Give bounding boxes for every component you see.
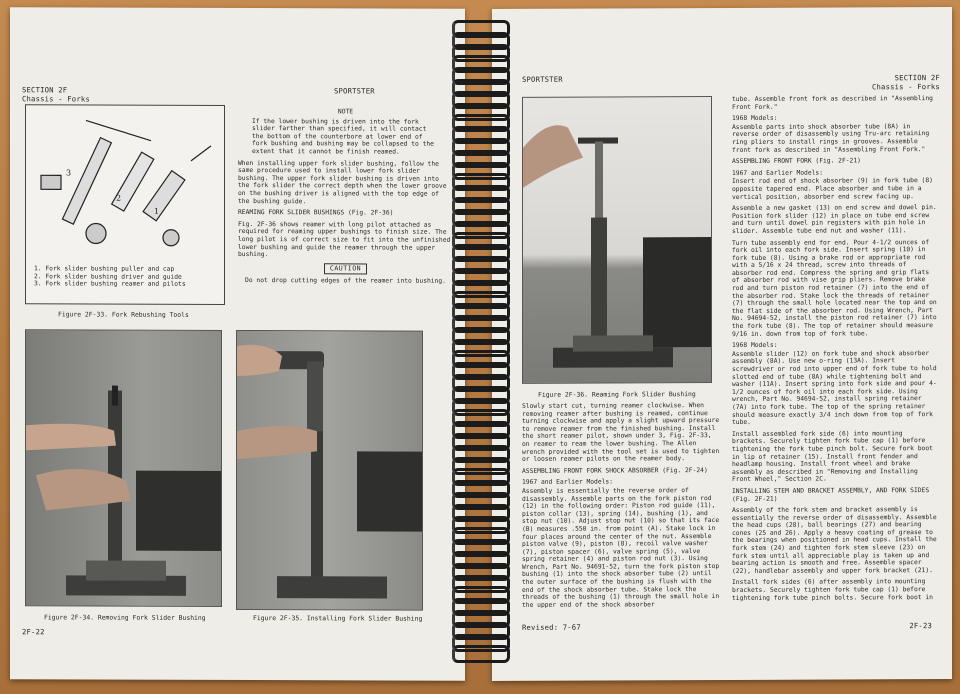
figure-33-tools-drawing bbox=[25, 104, 225, 305]
fork-text-5: Install assembled fork side (6) into mounting brackets. Securely tighten fork tube cap (1) before tightening the fork tube pinch bolt. Secure fork boot in lip of retainer (15). Install front fender and headlamp housing. Install front wheel and brake assembly as described in "Removing and Installing Front Wheel," Section 2C. bbox=[732, 429, 933, 484]
install-upper-bushing-text: When installing upper fork slider bushing, follow the same procedure used to install lower fork slider bushing. The upper fork slider bushing is driven into the fork slider the correct depth when the lower groove on the bushing driver is aligned with the top edge of the bushing guide. bbox=[238, 159, 447, 205]
right-section: SECTION 2F bbox=[894, 73, 940, 83]
col2-top-text: tube. Assemble front fork as described in "Assembling Front Fork." bbox=[732, 95, 933, 111]
fork-1968-label: 1968 Models: bbox=[732, 341, 778, 350]
stem-text-2: Install fork sides (6) after assembly into mounting brackets. Securely tighten fork tube cap (1) before tightening fork tube pinch bolts. Secure fork boot in bbox=[732, 578, 933, 602]
installing-bushing-scene bbox=[237, 331, 422, 610]
note-title: NOTE bbox=[337, 108, 354, 116]
right-section-header bbox=[872, 73, 940, 91]
fork-text-4: Assemble slider (12) on fork tube and shock absorber assembly (8A). Use new o-ring (13A). Insert screwdriver or rod into upper end of fork tube to hold slotted end of tube (8A) while tightening bolt and washer (11A). Insert spring into fork side and pour 4-1/2 ounces of fork oil into each fork side. Using wrench, Part No. 94694-52, install spring retainer (7A) into fork tube. The top of the spring retainer should measure exactly 3/4 inch down from top of fork tube. bbox=[732, 349, 937, 427]
spiral-coil bbox=[452, 645, 510, 663]
figure-36-photo bbox=[522, 96, 712, 384]
legend-item: 1. Fork slider bushing puller and cap bbox=[34, 265, 175, 273]
reaming-heading: REAMING FORK SLIDER BUSHINGS (Fig. 2F-36) bbox=[238, 209, 394, 217]
figure-35-photo bbox=[236, 330, 423, 611]
right-subsection: Chassis - Forks bbox=[872, 82, 940, 92]
figure-35-caption: Figure 2F-35. Installing Fork Slider Bushing bbox=[253, 614, 423, 623]
right-page-number: 2F-23 bbox=[909, 621, 932, 631]
fork-text-2: Assemble a new gasket (13) on end screw and dowel pin. Position fork slider (12) in place on tube end screw and turn until dowel pin registers with pin hole in slider. Assemble tube end nut and washer (11). bbox=[732, 204, 937, 235]
figure-34-caption: Figure 2F-34. Removing Fork Slider Bushing bbox=[44, 613, 206, 622]
fork-models-label: 1967 and Earlier Models: bbox=[732, 169, 823, 177]
legend-item: 2. Fork slider bushing driver and guide bbox=[34, 272, 182, 281]
figure-34-photo bbox=[25, 329, 222, 607]
stem-heading: INSTALLING STEM AND BRACKET ASSEMBLY, AND FORK SIDES (Fig. 2F-21) bbox=[732, 487, 930, 503]
right-header-title: SPORTSTER bbox=[522, 74, 563, 84]
caution-text: Do not drop cutting edges of the reamer into bushing. bbox=[245, 277, 446, 286]
tools-illustration bbox=[26, 105, 224, 254]
models-1968-text: Assemble parts into shock absorber tube (8A) in reverse order of disassembly using Tru-arc retaining ring pliers to install rings in grooves. Assemble front fork as described in "Assembling Front Fork." bbox=[732, 122, 930, 154]
left-header-title: SPORTSTER bbox=[334, 86, 375, 96]
removing-bushing-scene bbox=[26, 330, 221, 606]
left-section: SECTION 2F bbox=[22, 85, 68, 95]
spiral-manual bbox=[10, 8, 955, 680]
shock-absorber-text: Assembly is essentially the reverse order of disassembly. Assemble parts on the fork piston rod (12) in the following order: Piston rod guide (11), piston collar (13), spring (14), bushing (1), and stop nut (10). Adjust stop nut (10) so that its face (B) measures .550 in. from point (A). Stake lock in four places around the center of the nut. Assemble piston valve (9), piston (8), recoil valve washer (7), piston spacer (6), valve spring (5), valve spring retainer (4) and piston rod nut (3). Using Wrench, Part No. 94691-52, turn the fork piston stop bushing (1) into the shock absorber tube (2) until the outer surface of the bushing is flush with the end of the shock absorber tube. Stake lock the threads of the bushing (1) through the small hole in the upper end of the shock absorber bbox=[522, 487, 720, 609]
right-text-column-2 bbox=[732, 95, 937, 606]
left-page-number: 2F-22 bbox=[22, 627, 45, 637]
svg-text:2: 2 bbox=[116, 193, 122, 203]
right-text-column-1 bbox=[522, 402, 720, 613]
revised-date: Revised: 7-67 bbox=[522, 622, 581, 632]
reaming-scene bbox=[523, 97, 711, 383]
right-page bbox=[492, 7, 952, 681]
fork-text-3: Turn tube assembly end for end. Pour 4-1/2 ounces of fork oil into each fork side. Insert spring (10) in fork tube (8). Using a brake rod or appropriate rod with a 5/16 x 24 thread, screw into threads of absorber rod end. Compress the spring and grip flats of absorber rod with vise grip pliers. Remove brake rod and turn piston rod retainer (7) into the end of the absorber rod. Stake lock the threads of retainer (7) through the small hole located near the top and on the flat side of the absorber rod. Using Wrench, Part No. 94694-52, install the piston rod retainer (7) into the fork tube (8). The top of retainer should measure 9/16 in. down from top of fork tube. bbox=[732, 238, 937, 338]
svg-text:1: 1 bbox=[154, 206, 160, 216]
left-text-column bbox=[238, 108, 453, 290]
models-1968-label: 1968 Models: bbox=[732, 114, 778, 123]
left-page bbox=[10, 7, 465, 681]
shock-absorber-heading: ASSEMBLING FRONT FORK SHOCK ABSORBER (Fig. 2F-24) bbox=[522, 466, 708, 475]
figure-33-caption: Figure 2F-33. Fork Rebushing Tools bbox=[58, 310, 189, 319]
figure-36-caption: Figure 2F-36. Reaming Fork Slider Bushing bbox=[538, 390, 696, 399]
svg-text:3: 3 bbox=[66, 168, 72, 178]
stem-text: Assembly of the fork stem and bracket assembly is essentially the reverse order of disassembly. Assemble the head cups (28), ball bearings (27) and bearing cones (25 and 26). Apply a heavy coating of grease to the bearings when positioned in head cups. Install the fork stem (24) and tighten fork stem sleeve (23) on fork stem until all appreciable play is taken up and bearing action is smooth and free. Assemble spacer (22), handlebar assembly and upper fork bracket (21). bbox=[732, 506, 937, 575]
right-footer bbox=[522, 621, 942, 632]
spiral-binding bbox=[452, 20, 512, 670]
tools-legend bbox=[34, 265, 219, 288]
legend-item: 3. Fork slider bushing reamer and pilots bbox=[34, 280, 186, 289]
reaming-text: Fig. 2F-36 shows reamer with long pilot attached as required for reaming upper bushings to finish size. The long pilot is of correct size to fit into the unfinished lower bushing and guide the reamer through the upper bushing. bbox=[238, 220, 451, 259]
left-section-header bbox=[22, 85, 90, 103]
assembling-fork-heading: ASSEMBLING FRONT FORK (Fig. 2F-21) bbox=[732, 157, 861, 166]
note-text: If the lower bushing is driven into the fork slider farther than specified, it will contact the bottom of the counterbore at lower end of fork bushing and bushing may be collapsed to the extent that it cannot be finish reamed. bbox=[252, 117, 434, 156]
caution-badge: CAUTION bbox=[324, 263, 367, 275]
fork-text-1: Insert rod end of shock absorber (9) in fork tube (8) opposite tapered end. Place absorber and tube in a vertical position, absorber end screw facing up. bbox=[732, 177, 933, 201]
reaming-continued-text: Slowly start cut, turning reamer clockwise. When removing reamer after bushing is reamed, continue turning clockwise and apply a slight upward pressure to remove reamer from the finished bushing. Install the short reamer pilot, shown under 3, Fig. 2F-33, on reamer to ream the lower bushing. The Allen wrench provided with the tool set is used to tighten or loosen reamer pilots on the reamer body. bbox=[522, 402, 720, 464]
shock-models-label: 1967 and Earlier Models: bbox=[522, 478, 613, 487]
left-subsection: Chassis - Forks bbox=[22, 94, 90, 104]
